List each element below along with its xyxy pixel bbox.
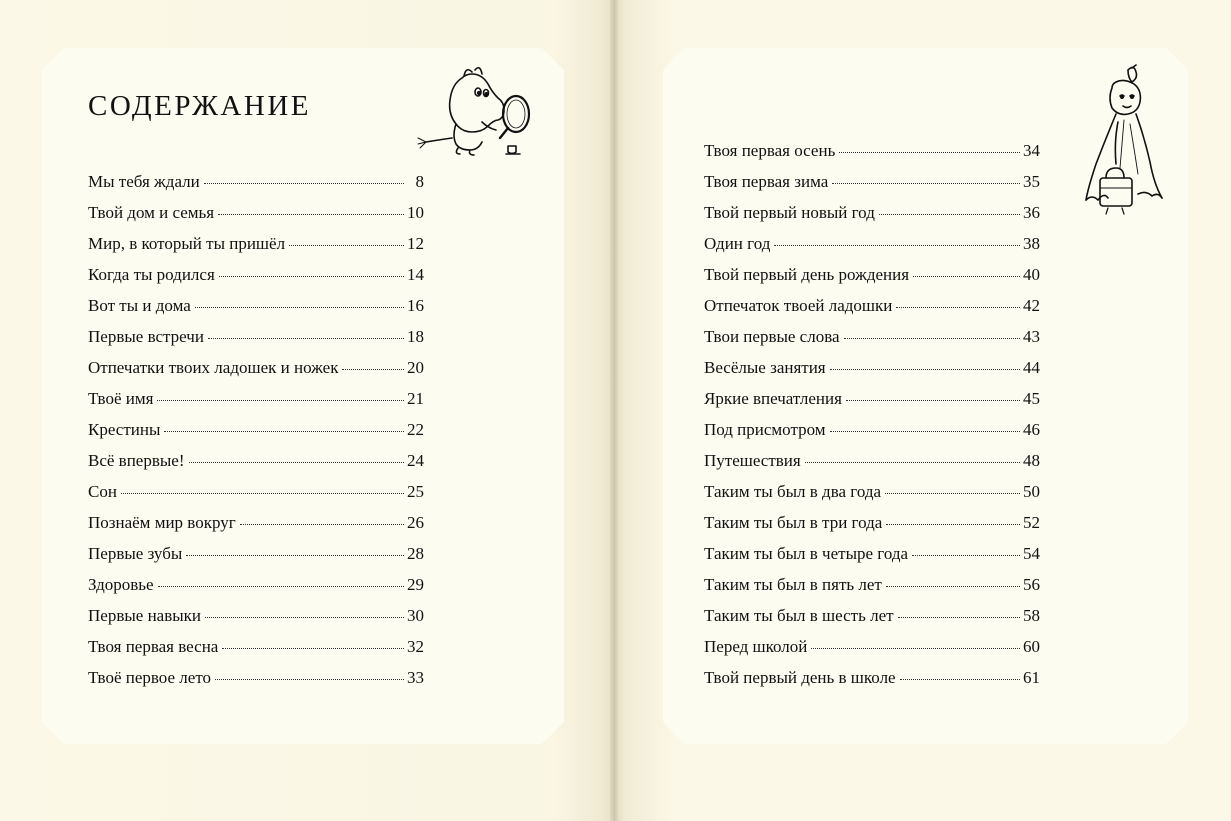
toc-entry-page: 50 <box>1023 482 1040 501</box>
toc-entry-label: Первые навыки <box>88 606 202 625</box>
toc-entry-label: Первые зубы <box>88 544 183 563</box>
toc-entry-page: 38 <box>1023 234 1040 253</box>
toc-entry-label: Когда ты родился <box>88 265 215 284</box>
dot-leader <box>885 493 1020 494</box>
toc-entry-page: 16 <box>407 296 424 315</box>
toc-entry[interactable] <box>88 197 424 228</box>
toc-entry-label: Вот ты и дома <box>88 296 191 315</box>
toc-entry-label: Познаём мир вокруг <box>88 513 236 532</box>
toc-entry[interactable] <box>704 228 1040 259</box>
toc-entry-page: 35 <box>1023 172 1040 191</box>
toc-entry-label: Один год <box>704 234 771 253</box>
toc-entry[interactable] <box>88 600 424 631</box>
toc-entry-page: 61 <box>1023 668 1040 687</box>
dot-leader <box>774 245 1020 246</box>
toc-entry-label: Всё впервые! <box>88 451 185 470</box>
dot-leader <box>886 524 1020 525</box>
dot-leader <box>121 493 404 494</box>
toc-entry-page: 34 <box>1023 141 1040 160</box>
dot-leader <box>913 276 1020 277</box>
toc-entry-page: 10 <box>407 203 424 222</box>
toc-entry[interactable] <box>88 569 424 600</box>
toc-entry-page: 25 <box>407 482 424 501</box>
dot-leader <box>240 524 404 525</box>
toc-entry[interactable] <box>704 631 1040 662</box>
dot-leader <box>879 214 1020 215</box>
toc-entry[interactable] <box>88 290 424 321</box>
dot-leader <box>189 462 404 463</box>
toc-entry-label: Сон <box>88 482 117 501</box>
dot-leader <box>205 617 404 618</box>
book-spine <box>610 0 618 821</box>
toc-entry[interactable] <box>704 507 1040 538</box>
dot-leader <box>215 679 404 680</box>
toc-entry-page: 60 <box>1023 637 1040 656</box>
toc-entry[interactable] <box>88 662 424 693</box>
dot-leader <box>222 648 404 649</box>
dot-leader <box>844 338 1020 339</box>
toc-entry-page: 43 <box>1023 327 1040 346</box>
toc-entry-label: Таким ты был в два года <box>704 482 882 501</box>
toc-entry-page: 42 <box>1023 296 1040 315</box>
toc-entry[interactable] <box>88 228 424 259</box>
dot-leader <box>204 183 404 184</box>
toc-entry[interactable] <box>704 166 1040 197</box>
toc-entry[interactable] <box>704 569 1040 600</box>
toc-entry-page: 24 <box>407 451 424 470</box>
toc-entry[interactable] <box>704 445 1040 476</box>
toc-entry-page: 52 <box>1023 513 1040 532</box>
toc-entry-page: 29 <box>407 575 424 594</box>
dot-leader <box>886 586 1020 587</box>
dot-leader <box>898 617 1020 618</box>
toc-entry-page: 46 <box>1023 420 1040 439</box>
toc-entry-label: Отпечатки твоих ладошек и ножек <box>88 358 339 377</box>
toc-entry-page: 28 <box>407 544 424 563</box>
dot-leader <box>158 586 404 587</box>
toc-entry-label: Мы тебя ждали <box>88 172 200 191</box>
toc-entry[interactable] <box>704 662 1040 693</box>
toc-entry[interactable] <box>88 476 424 507</box>
dot-leader <box>832 183 1020 184</box>
toc-entry-label: Таким ты был в три года <box>704 513 883 532</box>
toc-entry-label: Мир, в который ты пришёл <box>88 234 286 253</box>
toc-entry-page: 12 <box>407 234 424 253</box>
toc-entry-label: Крестины <box>88 420 161 439</box>
toc-entry[interactable] <box>704 321 1040 352</box>
toc-entry[interactable] <box>704 538 1040 569</box>
dot-leader <box>912 555 1020 556</box>
toc-entry[interactable] <box>88 166 424 197</box>
dot-leader <box>208 338 404 339</box>
toc-entry[interactable] <box>88 259 424 290</box>
toc-entry-label: Твоя первая весна <box>88 637 219 656</box>
toc-entry-page: 45 <box>1023 389 1040 408</box>
dot-leader <box>219 276 404 277</box>
toc-entry-page: 26 <box>407 513 424 532</box>
toc-entry-label: Твой первый новый год <box>704 203 875 222</box>
moomin-with-magnifier-icon <box>412 62 537 162</box>
toc-entry-page: 22 <box>407 420 424 439</box>
toc-entry-label: Здоровье <box>88 575 154 594</box>
toc-entry[interactable] <box>704 290 1040 321</box>
page-title: СОДЕРЖАНИЕ <box>88 90 311 122</box>
toc-entry[interactable] <box>88 631 424 662</box>
toc-entry[interactable] <box>704 476 1040 507</box>
toc-entry[interactable] <box>704 259 1040 290</box>
toc-entry-page: 58 <box>1023 606 1040 625</box>
toc-left-list <box>88 166 424 693</box>
dot-leader <box>830 369 1020 370</box>
toc-entry-page: 30 <box>407 606 424 625</box>
toc-entry[interactable] <box>88 321 424 352</box>
toc-entry[interactable] <box>88 445 424 476</box>
toc-entry-page: 56 <box>1023 575 1040 594</box>
dot-leader <box>805 462 1020 463</box>
toc-entry-page: 14 <box>407 265 424 284</box>
toc-entry[interactable] <box>88 383 424 414</box>
toc-entry-label: Таким ты был в шесть лет <box>704 606 894 625</box>
toc-entry-label: Твой дом и семья <box>88 203 215 222</box>
toc-entry-label: Первые встречи <box>88 327 204 346</box>
toc-entry-page: 21 <box>407 389 424 408</box>
dot-leader <box>186 555 404 556</box>
toc-entry-page: 8 <box>415 172 424 191</box>
toc-entry[interactable] <box>704 135 1040 166</box>
toc-entry-label: Таким ты был в четыре года <box>704 544 909 563</box>
toc-entry-page: 36 <box>1023 203 1040 222</box>
toc-entry[interactable] <box>704 600 1040 631</box>
dot-leader <box>896 307 1020 308</box>
toc-entry[interactable] <box>88 414 424 445</box>
toc-entry-label: Твой первый день в школе <box>704 668 896 687</box>
toc-entry-label: Под присмотром <box>704 420 826 439</box>
dot-leader <box>289 245 404 246</box>
toc-entry-label: Твои первые слова <box>704 327 840 346</box>
toc-entry[interactable] <box>88 352 424 383</box>
toc-entry-page: 18 <box>407 327 424 346</box>
toc-entry-label: Твоё первое лето <box>88 668 212 687</box>
toc-entry[interactable] <box>88 538 424 569</box>
dot-leader <box>342 369 404 370</box>
toc-entry[interactable] <box>704 414 1040 445</box>
dot-leader <box>830 431 1020 432</box>
toc-entry-label: Весёлые занятия <box>704 358 826 377</box>
toc-entry[interactable] <box>88 507 424 538</box>
toc-entry-label: Отпечаток твоей ладошки <box>704 296 893 315</box>
toc-entry[interactable] <box>704 197 1040 228</box>
dot-leader <box>839 152 1020 153</box>
toc-entry-label: Твоя первая осень <box>704 141 836 160</box>
dot-leader <box>157 400 404 401</box>
toc-entry-label: Твой первый день рождения <box>704 265 910 284</box>
dot-leader <box>195 307 404 308</box>
toc-entry-label: Твоя первая зима <box>704 172 829 191</box>
toc-entry-label: Яркие впечатления <box>704 389 842 408</box>
dot-leader <box>900 679 1020 680</box>
toc-entry[interactable] <box>704 383 1040 414</box>
toc-right-list <box>704 135 1040 693</box>
toc-entry-page: 40 <box>1023 265 1040 284</box>
little-my-with-bag-icon <box>1078 64 1170 220</box>
toc-entry-label: Перед школой <box>704 637 808 656</box>
toc-entry-label: Таким ты был в пять лет <box>704 575 882 594</box>
dot-leader <box>164 431 404 432</box>
toc-entry-label: Твоё имя <box>88 389 154 408</box>
toc-entry-label: Путешествия <box>704 451 801 470</box>
dot-leader <box>218 214 404 215</box>
toc-entry-page: 54 <box>1023 544 1040 563</box>
dot-leader <box>846 400 1020 401</box>
toc-entry-page: 32 <box>407 637 424 656</box>
toc-entry-page: 44 <box>1023 358 1040 377</box>
toc-entry-page: 20 <box>407 358 424 377</box>
dot-leader <box>811 648 1020 649</box>
toc-entry-page: 33 <box>407 668 424 687</box>
toc-entry[interactable] <box>704 352 1040 383</box>
toc-entry-page: 48 <box>1023 451 1040 470</box>
